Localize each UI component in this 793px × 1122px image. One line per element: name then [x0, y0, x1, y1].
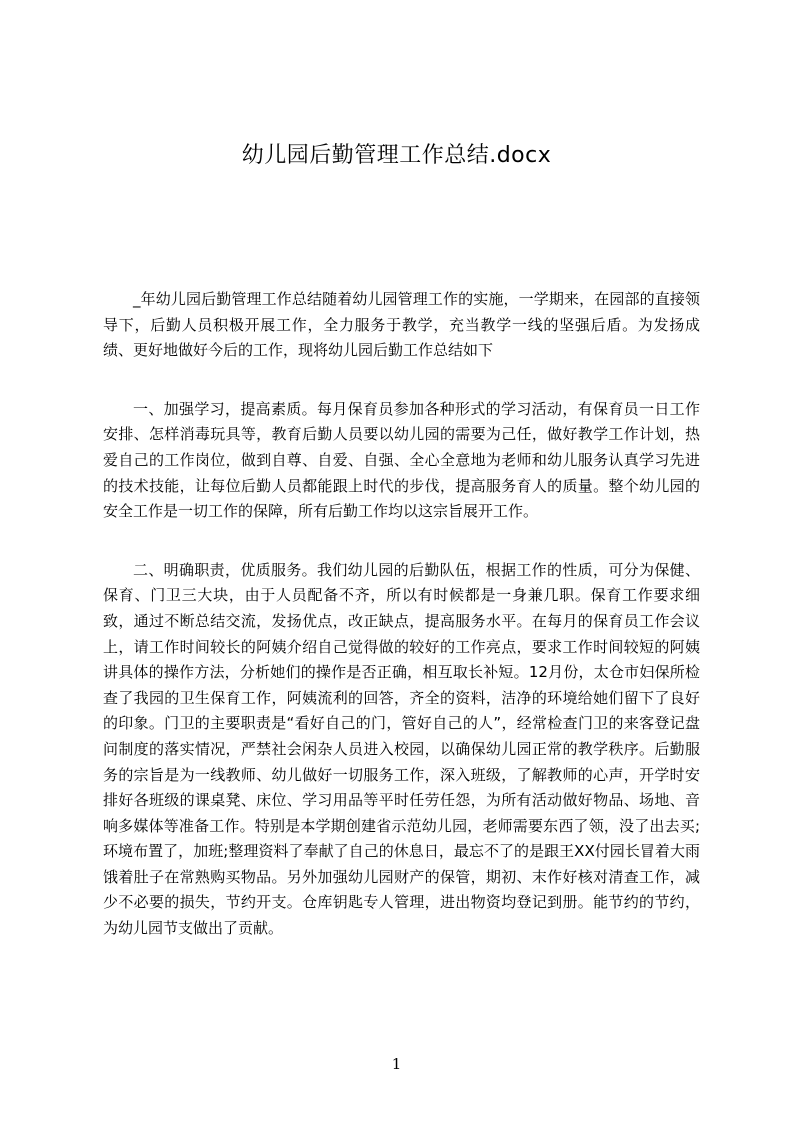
document-body — [103, 287, 700, 975]
section-one-paragraph: 一、加强学习，提高素质。每月保育员参加各种形式的学习活动，有保育员一日工作安排、怎样消毒玩具等，教育后勤人员要以幼儿园的需要为己任，做好教学工作计划，热爱自己的工作岗位，做到自尊、自爱、自强、全心全意地为老师和幼儿服务认真学习先进的技术技能，让每位后勤人员都能跟上时代的步伐，提高服务育人的质量。整个幼儿园的安全工作是一切工作的保障，所有后勤工作均以这宗旨展开工作。 — [103, 399, 700, 521]
intro-paragraph: _年幼儿园后勤管理工作总结随着幼儿园管理工作的实施，一学期来，在园部的直接领导下，后勤人员积极开展工作，全力服务于教学，充当教学一线的坚强后盾。为发扬成绩、更好地做好今后的工作，现将幼儿园后勤工作总结如下 — [103, 290, 700, 360]
section-two-paragraph: 二、明确职责，优质服务。我们幼儿园的后勤队伍，根据工作的性质，可分为保健、保育、门卫三大块，由于人员配备不齐，所以有时候都是一身兼几职。保育工作要求细致，通过不断总结交流，发扬优点，改正缺点，提高服务水平。在每月的保育员工作会议上，请工作时间较长的阿姨介绍自己觉得做的较好的工作亮点，要求工作时间较短的阿姨讲具体的操作方法，分析她们的操作是否正确，相互取长补短。12月份，太仓市妇保所检查了我园的卫生保育工作，阿姨流利的回答，齐全的资料，洁净的环境给她们留下了良好的印象。门卫的主要职责是“看好自己的门，管好自己的人”，经常检查门卫的来客登记盘问制度的落实情况，严禁社会闲杂人员进入校园，以确保幼儿园正常的教学秩序。后勤服务的宗旨是为一线教师、幼儿做好一切服务工作，深入班级，了解教师的心声，开学时安排好各班级的课桌凳、床位、学习用品等平时任劳任怨，为所有活动做好物品、场地、音响多媒体等准备工作。特别是本学期创建省示范幼儿园，老师需要东西了领，没了出去买;环境布置了，加班;整理资料了奉献了自己的休息日，最忘不了的是跟王XX付园长冒着大雨饿着肚子在常熟购买物品。另外加强幼儿园财产的保管，期初、末作好核对清查工作，减少不必要的损失，节约开支。仓库钥匙专人管理，进出物资均登记到册。能节约的节约，为幼儿园节支做出了贡献。 — [103, 560, 700, 938]
page-number: 1 — [391, 1055, 402, 1073]
document-title: 幼儿园后勤管理工作总结.docx — [241, 143, 552, 168]
